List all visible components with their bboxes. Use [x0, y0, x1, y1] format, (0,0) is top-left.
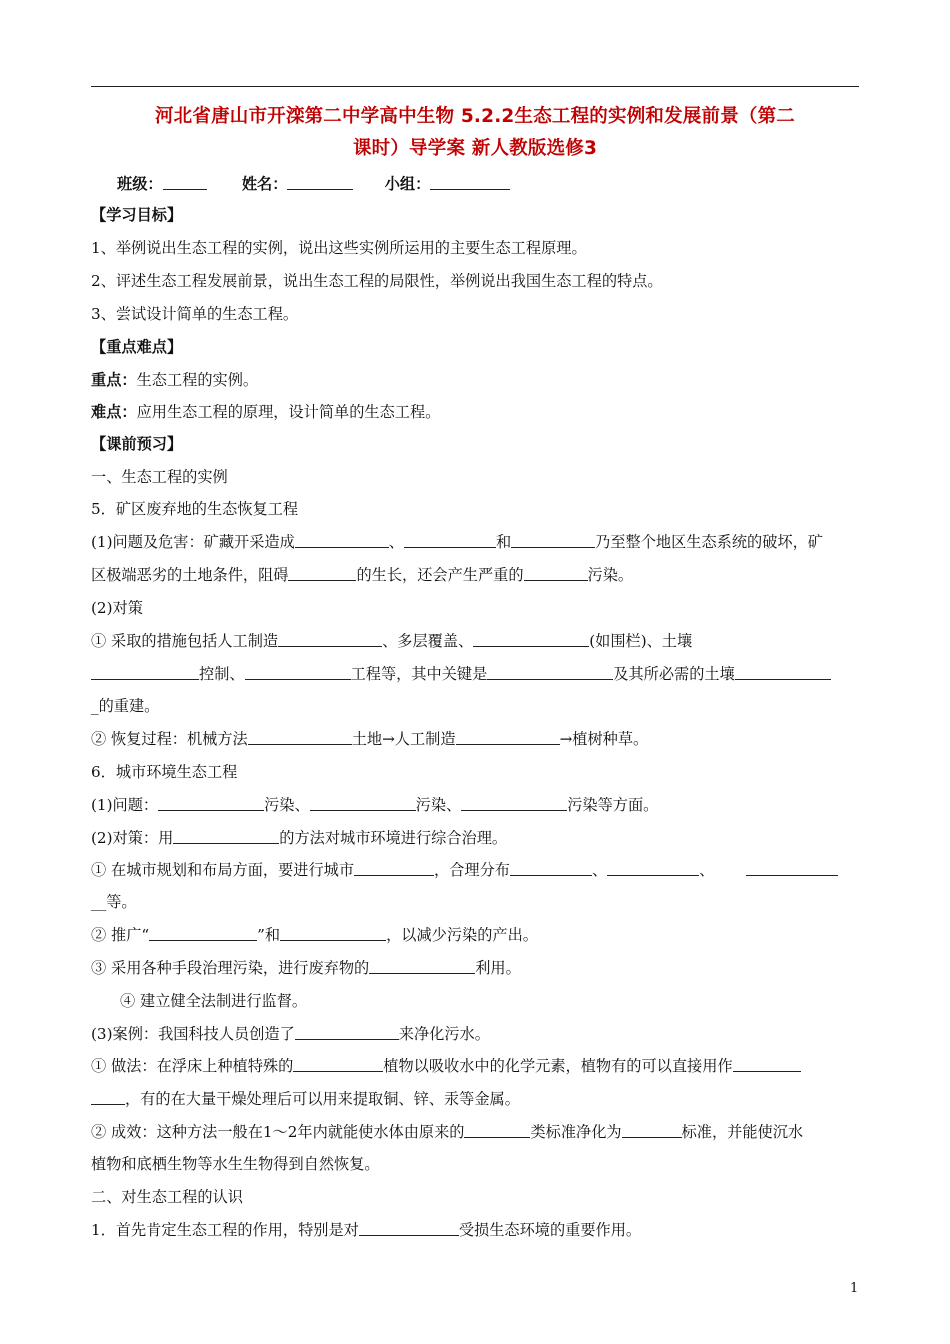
text-span: 土地→人工制造: [351, 730, 456, 748]
difficult-point: [91, 400, 859, 424]
fill-blank: [622, 1123, 682, 1138]
key-point: [91, 368, 859, 392]
fill-blank: [293, 1057, 383, 1072]
group-label: 小组：: [384, 175, 431, 193]
fill-blank: [310, 796, 416, 811]
text-span: 、多层覆盖、: [382, 632, 474, 650]
text-span: 及其所必需的土壤: [613, 665, 735, 683]
city-waste: [91, 956, 859, 980]
recognition-1: [91, 1218, 859, 1242]
name-blank: [287, 175, 353, 190]
keypoints-heading: 【重点难点】: [91, 338, 183, 356]
fill-blank: [280, 926, 386, 941]
fill-blank: [369, 959, 475, 974]
group-blank: [430, 175, 510, 190]
text-span: 类标准净化为: [530, 1123, 622, 1141]
text-span: ① 在城市规划和布局方面，要进行城市: [91, 861, 355, 879]
fill-blank: [248, 730, 352, 745]
fill-blank: [456, 730, 560, 745]
text-span: 1．首先肯定生态工程的作用，特别是对: [91, 1221, 359, 1239]
fill-blank: [158, 796, 264, 811]
question-1-line-2: [91, 563, 859, 587]
city-planning-line-2: __等。: [91, 893, 137, 911]
text-span: 、: [591, 861, 608, 879]
fill-blank: [511, 533, 595, 548]
difficult-text: 应用生态工程的原理，设计简单的生态工程。: [136, 403, 441, 421]
part-1-heading: 一、生态工程的实例: [91, 468, 228, 486]
fill-blank: [464, 1123, 530, 1138]
fill-blank: [288, 566, 356, 581]
document-title-line-2: 课时）导学案 新人教版选修3: [352, 138, 598, 159]
measure-1-line-1: [91, 629, 859, 653]
text-span: 的方法对城市环境进行综合治理。: [279, 829, 508, 847]
fill-blank: [461, 796, 567, 811]
text-span: 标准，并能使沉水: [681, 1123, 804, 1141]
fill-blank: [91, 1090, 125, 1105]
text-span: 来净化污水。: [398, 1025, 490, 1043]
fill-blank: [607, 861, 699, 876]
case-method-line-1: [91, 1054, 859, 1078]
class-label: 班级：: [117, 175, 163, 193]
text-span: ① 采取的措施包括人工制造: [91, 632, 279, 650]
name-label: 姓名：: [241, 175, 288, 193]
document-title-line-1: 河北省唐山市开滦第二中学高中生物 5.2.2生态工程的实例和发展前景（第二: [154, 106, 796, 127]
text-span: 污染等方面。: [567, 796, 659, 814]
case-result-line-2: 植物和底栖生物等水生生物得到自然恢复。: [91, 1155, 380, 1173]
fill-blank: [295, 1025, 399, 1040]
key-text: 生态工程的实例。: [136, 371, 259, 389]
text-span: 和: [495, 533, 512, 551]
city-strategy: [91, 826, 859, 850]
objectives-heading: 【学习目标】: [91, 206, 183, 224]
fill-blank: [733, 1057, 801, 1072]
city-problem: [91, 793, 859, 817]
fill-blank: [354, 861, 434, 876]
measure-1-line-2: [91, 662, 859, 686]
text-span: ② 恢复过程：机械方法: [91, 730, 248, 748]
header-rule: [91, 86, 859, 87]
text-span: ③ 采用各种手段治理污染，进行废弃物的: [91, 959, 370, 977]
item-6-heading: 6．城市环境生态工程: [91, 763, 238, 781]
text-span: 污染。: [587, 566, 634, 584]
fill-blank: [173, 829, 279, 844]
question-2-heading: (2)对策: [91, 599, 143, 617]
city-law: ④ 建立健全法制进行监督。: [120, 992, 308, 1010]
preview-heading: 【课前预习】: [91, 435, 183, 453]
text-span: →植树种草。: [559, 730, 649, 748]
text-span: (如围栏)、土壤: [589, 632, 693, 650]
text-span: ② 成效：这种方法一般在1～2年内就能使水体由原来的: [91, 1123, 465, 1141]
key-label: 重点：: [91, 371, 137, 389]
text-span: ，合理分布: [434, 861, 510, 879]
text-span: ② 推广“: [91, 926, 150, 944]
fill-blank: [404, 533, 496, 548]
measure-2: [91, 727, 859, 751]
page-number: 1: [850, 1281, 859, 1296]
fill-blank: [735, 665, 831, 680]
objective-2: 2、评述生态工程发展前景，说出生态工程的局限性，举例说出我国生态工程的特点。: [91, 272, 663, 290]
fill-blank: [245, 665, 351, 680]
text-span: 、: [699, 861, 715, 879]
text-span: 控制、: [199, 665, 245, 683]
class-blank: [163, 175, 207, 190]
text-span: 的生长，还会产生严重的: [356, 566, 524, 584]
objective-1: 1、举例说出生态工程的实例，说出这些实例所运用的主要生态工程原理。: [91, 239, 587, 257]
text-span: (3)案例：我国科技人员创造了: [91, 1025, 295, 1043]
fill-blank: [746, 861, 838, 876]
city-planning-line-1: [91, 858, 859, 882]
text-span: ，以减少污染的产出。: [386, 926, 538, 944]
text-span: (1)问题及危害：矿藏开采造成: [91, 533, 295, 551]
fill-blank: [149, 926, 257, 941]
part-2-heading: 二、对生态工程的认识: [91, 1188, 243, 1206]
fill-blank: [91, 665, 199, 680]
text-span: 污染、: [264, 796, 310, 814]
case-method-line-2: [91, 1087, 859, 1111]
case-result-line-1: [91, 1120, 859, 1144]
city-promote: [91, 923, 859, 947]
item-5-heading: 5．矿区废弃地的生态恢复工程: [91, 500, 299, 518]
difficult-label: 难点：: [91, 403, 137, 421]
text-span: ，有的在大量干燥处理后可以用来提取铜、锌、汞等金属。: [125, 1090, 520, 1108]
case-intro: [91, 1022, 859, 1046]
text-span: 、: [388, 533, 404, 551]
fill-blank: [359, 1221, 459, 1236]
objective-3: 3、尝试设计简单的生态工程。: [91, 305, 299, 323]
fill-blank: [295, 533, 389, 548]
fill-blank: [473, 632, 589, 647]
fill-blank: [524, 566, 588, 581]
text-span: 利用。: [475, 959, 521, 977]
text-span: 区极端恶劣的土地条件，阻碍: [91, 566, 289, 584]
text-span: 受损生态环境的重要作用。: [458, 1221, 642, 1239]
measure-1-line-3: _的重建。: [91, 697, 160, 715]
question-1-line-1: [91, 530, 859, 554]
student-info-fields: [117, 172, 885, 196]
text-span: 污染、: [415, 796, 462, 814]
text-span: 乃至整个地区生态系统的破坏，矿: [595, 533, 823, 551]
text-span: (1)问题：: [91, 796, 159, 814]
fill-blank: [510, 861, 592, 876]
fill-blank: [487, 665, 613, 680]
text-span: (2)对策：用: [91, 829, 174, 847]
text-span: ① 做法：在浮床上种植特殊的: [91, 1057, 294, 1075]
fill-blank: [278, 632, 382, 647]
text-span: 植物以吸收水中的化学元素，植物有的可以直接用作: [383, 1057, 733, 1075]
text-span: 工程等，其中关键是: [350, 665, 488, 683]
text-span: ”和: [257, 926, 281, 944]
